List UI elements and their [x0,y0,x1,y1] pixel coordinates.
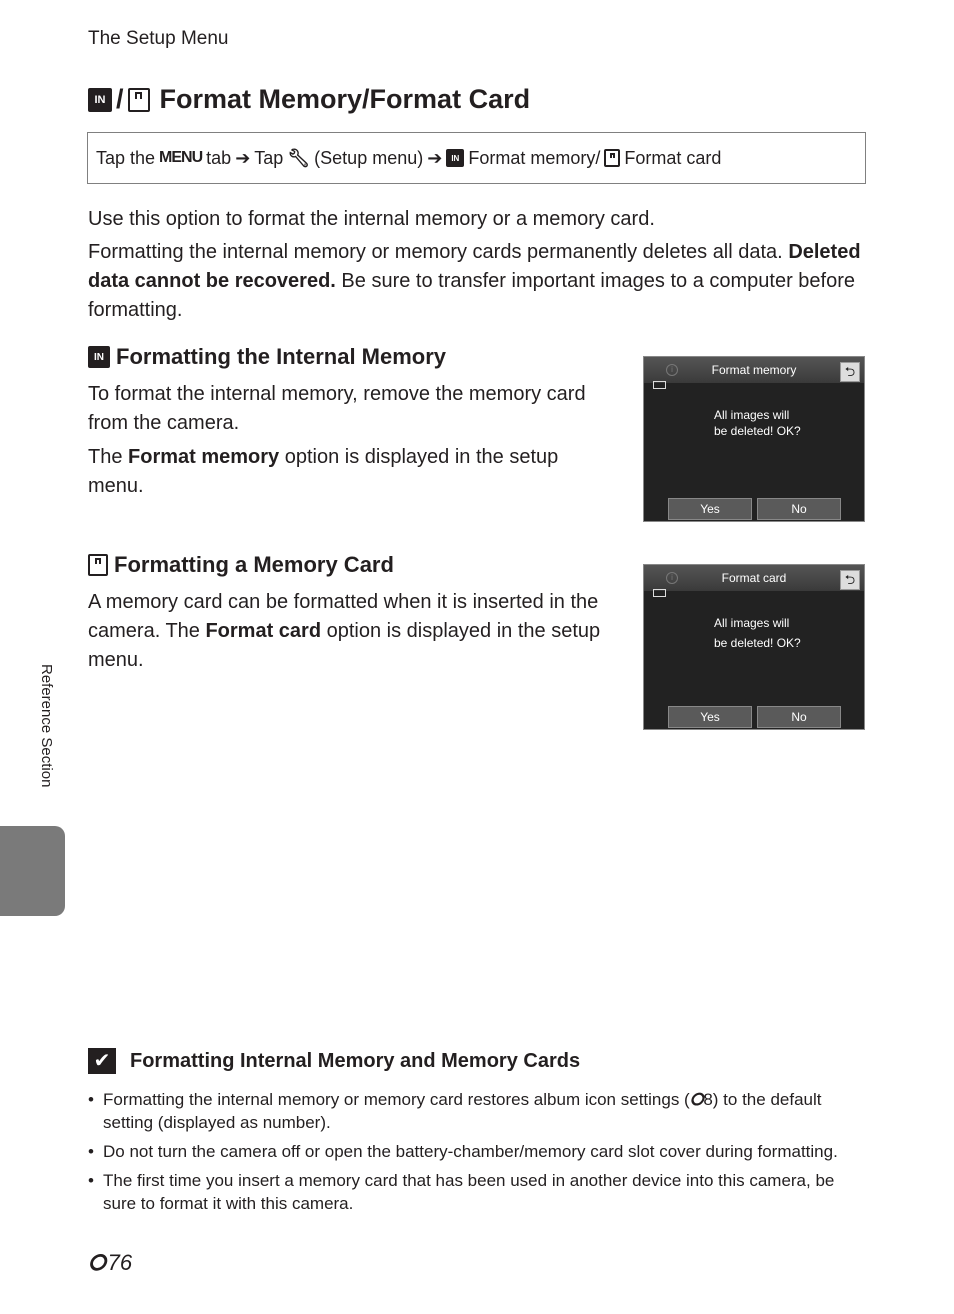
screen-message [714,613,801,653]
internal-memory-icon: IN [446,149,464,167]
page-number [88,1250,132,1276]
nav-text: Format card [624,147,722,168]
format-card-term: Format card [205,620,322,642]
info-icon: i [666,572,678,584]
yes-button[interactable]: Yes [668,706,752,728]
battery-icon [653,589,666,597]
bullet-text: Do not turn the camera off or open the battery-chamber/memory card slot cover during formatting. [103,1142,838,1161]
card-p1 [88,588,613,675]
list-item [88,1140,868,1163]
memory-card-icon [88,554,108,576]
internal-p2 [88,443,608,501]
section-side-label: Reference Section [38,664,55,788]
arrow-icon: ➔ [235,147,251,168]
bullet-dot: • [88,1090,94,1109]
arrow-icon: ➔ [427,147,443,168]
page-number-text: 76 [107,1250,133,1275]
message-line: All images will [714,616,790,630]
check-icon: ✔ [88,1048,116,1074]
section-tab [0,826,65,916]
format-memory-term: Format memory [128,446,280,468]
note-heading [88,1048,580,1074]
internal-text: The [88,446,129,468]
format-card-screen [643,564,865,730]
no-button[interactable]: No [757,706,841,728]
bullet-text: The first time you insert a memory card that has been used in another device into this camera, be sure to format it with this camera. [103,1171,835,1213]
list-item [88,1088,868,1134]
internal-heading [88,344,446,370]
page-title [88,84,530,115]
no-button[interactable]: No [757,498,841,520]
yes-button[interactable]: Yes [668,498,752,520]
list-item [88,1169,868,1215]
card-heading [88,552,394,578]
screen-title: Format memory [711,363,797,377]
reference-section-icon: ⭘ [689,1090,704,1109]
back-icon[interactable]: ⮌ [840,570,860,590]
bullet-text [103,1088,868,1134]
wrench-icon: 🔧︎ [287,147,311,168]
intro-text: Formatting the internal memory or memory cards permanently deletes all data. [88,241,783,263]
bullet-dot: • [88,1171,94,1190]
screen-title: Format card [721,571,787,585]
title-separator: / [116,84,124,114]
internal-text: option is displayed in the setup menu. [88,446,559,497]
info-icon: i [666,364,678,376]
internal-memory-icon: IN [88,88,112,112]
internal-heading-text: Formatting the Internal Memory [116,344,447,369]
nav-text: tab [206,147,232,168]
intro-line-1: Use this option to format the internal memory or a memory card. [88,208,655,230]
internal-p1: To format the internal memory, remove the memory card from the camera. [88,383,586,434]
card-heading-text: Formatting a Memory Card [114,552,394,577]
bullet-text-part: ) to the default setting (displayed as number). [103,1090,822,1132]
internal-memory-icon: IN [88,346,110,368]
section-header: The Setup Menu [88,28,229,49]
screen-message [714,407,801,439]
message-line: be deleted! OK? [714,424,801,438]
navigation-path [87,132,866,184]
memory-card-icon [128,88,150,112]
note-list [88,1088,868,1221]
battery-icon [653,381,666,389]
menu-icon: MENU [159,149,203,166]
nav-text: Tap the [96,147,156,168]
memory-card-icon [604,149,620,167]
bullet-dot: • [88,1142,94,1161]
card-text: option is displayed in the setup menu. [88,620,601,671]
card-text: A memory card can be formatted when it is inserted in the camera. The [88,591,599,642]
format-memory-screen [643,356,865,522]
message-line: All images will [714,408,790,422]
intro-warning: Deleted data cannot be recovered. [88,241,861,292]
page-ref: 8 [703,1090,713,1109]
message-line: be deleted! OK? [714,636,801,650]
nav-text: (Setup menu) [314,147,424,168]
nav-text: Format memory/ [468,147,601,168]
bullet-text-part: Formatting the internal memory or memory card restores album icon settings ( [103,1090,690,1109]
back-icon[interactable]: ⮌ [840,362,860,382]
note-heading-text: Formatting Internal Memory and Memory Cards [130,1049,581,1072]
title-text: Format Memory/Format Card [159,84,531,114]
intro-text: Be sure to transfer important images to a computer before formatting. [88,270,856,321]
nav-text: Tap [254,147,284,168]
reference-section-icon: ⭘ [88,1250,106,1275]
intro-paragraph [88,238,878,325]
